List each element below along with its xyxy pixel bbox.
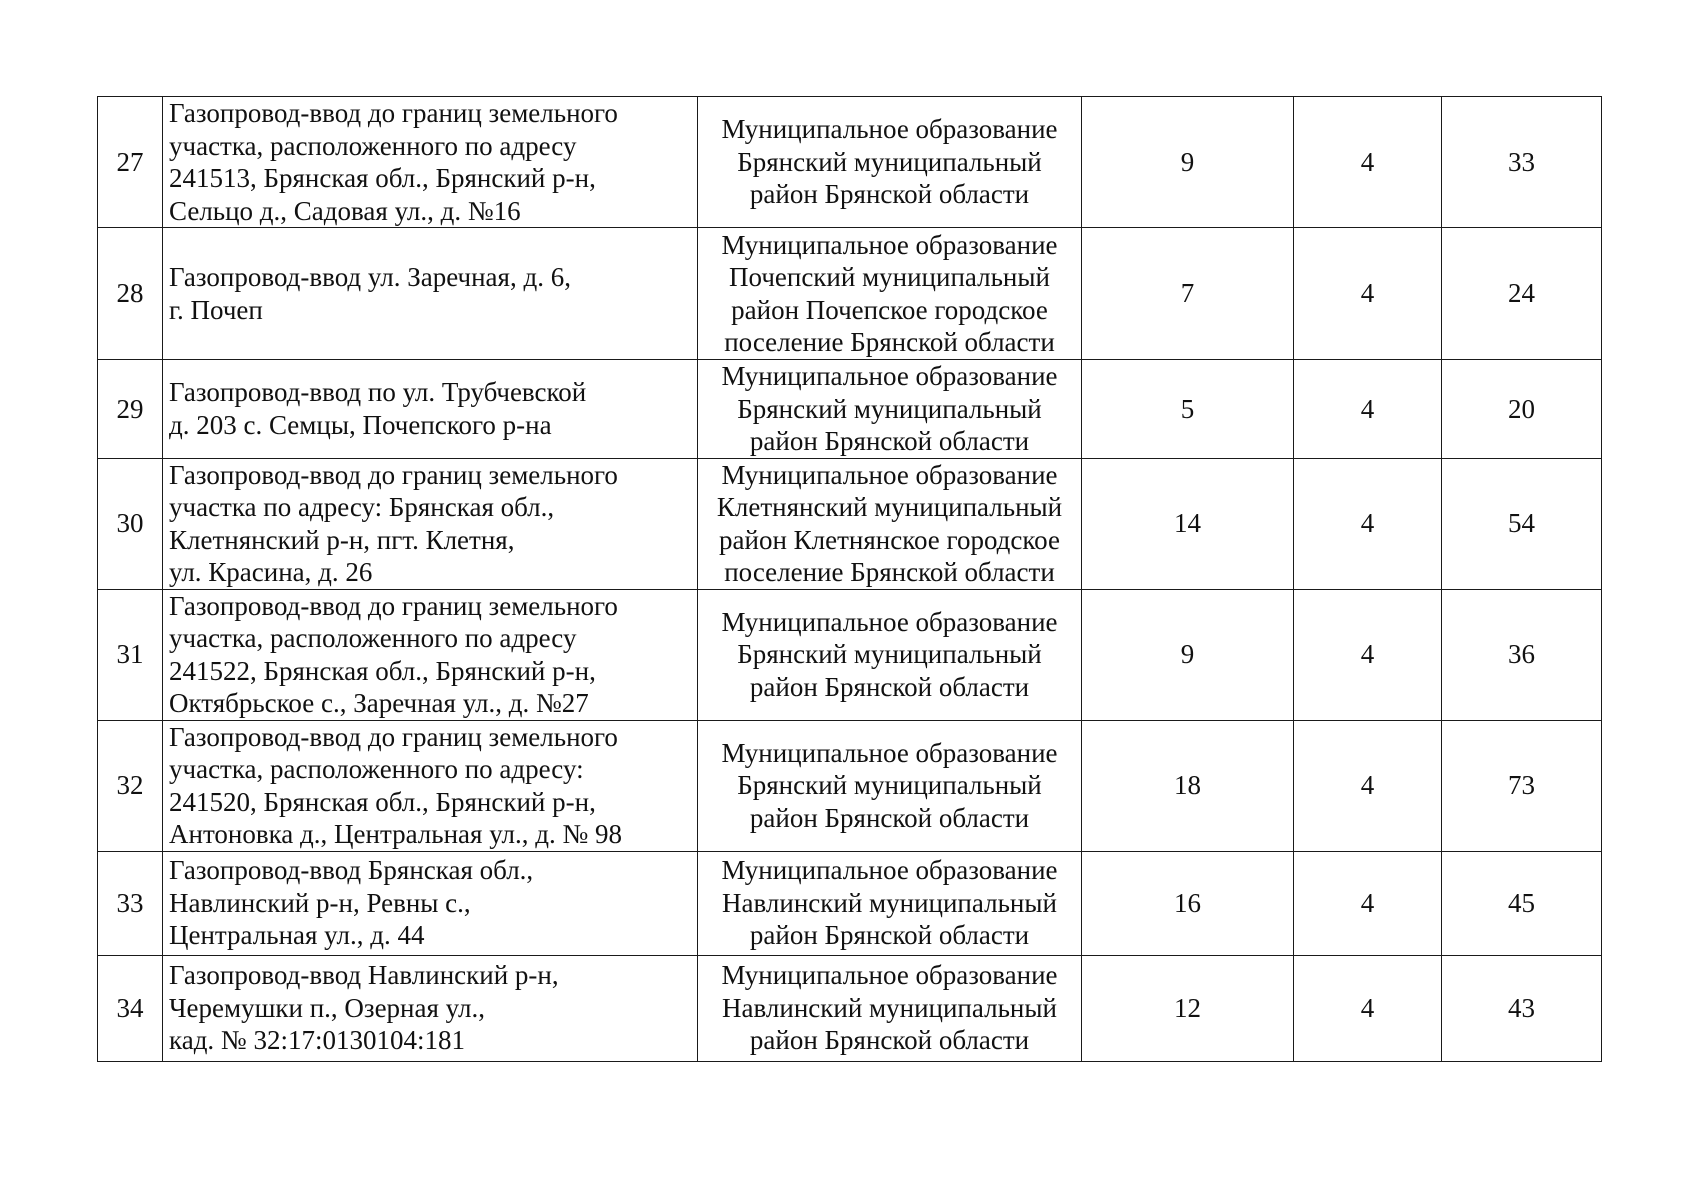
object-description-line: Центральная ул., д. 44: [169, 920, 425, 951]
value-cell-2: 4: [1294, 360, 1442, 459]
object-description-line: Газопровод-ввод по ул. Трубчевской: [169, 377, 587, 408]
owner-line: район Брянской области: [749, 1025, 1030, 1056]
owner-line: Брянский муниципальный: [737, 770, 1042, 801]
owner-cell: [698, 589, 1082, 720]
value-cell-3: 33: [1442, 97, 1602, 228]
object-description-line: Сельцо д., Садовая ул., д. №16: [169, 195, 521, 226]
table-row: [98, 589, 1602, 720]
owner-line: поселение Брянской области: [724, 327, 1055, 357]
value-cell-1: 9: [1082, 589, 1294, 720]
object-description-line: участка, расположенного по адресу: [169, 623, 577, 653]
value-cell-1: 14: [1082, 458, 1294, 589]
owner-line: Муниципальное образование: [721, 459, 1058, 490]
row-number: 33: [98, 851, 163, 955]
value-cell-2: 4: [1294, 851, 1442, 955]
object-description-line: кад. № 32:17:0130104:181: [169, 1025, 465, 1056]
table-row: [98, 458, 1602, 589]
object-description-line: д. 203 с. Семцы, Почепского р-на: [169, 409, 552, 440]
owner-line: поселение Брянской области: [724, 557, 1055, 587]
owner-line: район Брянской области: [749, 920, 1030, 951]
value-cell-2: 4: [1294, 955, 1442, 1061]
owner-line: Навлинский муниципальный: [722, 887, 1057, 918]
object-description-line: Газопровод-ввод Навлинский р-н,: [169, 960, 559, 991]
owner-line: Муниципальное образование: [721, 960, 1058, 991]
object-description-line: участка, расположенного по адресу:: [169, 754, 584, 784]
object-description-line: Октябрьское с., Заречная ул., д. №27: [169, 688, 589, 718]
object-description-cell: [163, 458, 698, 589]
object-description-line: Черемушки п., Озерная ул.,: [169, 992, 485, 1023]
owner-line: район Брянской области: [749, 671, 1030, 702]
row-number: 31: [98, 589, 163, 720]
value-cell-1: 5: [1082, 360, 1294, 459]
object-description-line: ул. Красина, д. 26: [169, 557, 373, 587]
document-page: [97, 96, 1601, 1062]
object-description-cell: [163, 360, 698, 459]
object-description-line: 241513, Брянская обл., Брянский р-н,: [169, 163, 596, 193]
table-row: [98, 360, 1602, 459]
table-row: [98, 955, 1602, 1061]
registry-table-body: [98, 97, 1602, 1062]
owner-cell: [698, 720, 1082, 851]
owner-line: Муниципальное образование: [721, 855, 1058, 886]
owner-line: Муниципальное образование: [721, 361, 1058, 391]
owner-cell: [698, 851, 1082, 955]
object-description-line: Газопровод-ввод ул. Заречная, д. 6,: [169, 262, 571, 292]
table-row: [98, 228, 1602, 360]
object-description-cell: [163, 851, 698, 955]
table-row: [98, 97, 1602, 228]
owner-line: Муниципальное образование: [721, 114, 1058, 145]
owner-cell: [698, 97, 1082, 228]
owner-line: Брянский муниципальный: [737, 146, 1042, 177]
owner-line: Муниципальное образование: [721, 737, 1058, 768]
value-cell-2: 4: [1294, 720, 1442, 851]
object-description-line: Навлинский р-н, Ревны с.,: [169, 887, 471, 918]
object-description-line: участка по адресу: Брянская обл.,: [169, 492, 555, 522]
owner-line: Навлинский муниципальный: [722, 992, 1057, 1023]
owner-cell: [698, 955, 1082, 1061]
object-description-line: Клетнянский р-н, пгт. Клетня,: [169, 524, 515, 555]
owner-line: район Брянской области: [749, 802, 1030, 833]
value-cell-2: 4: [1294, 458, 1442, 589]
registry-table: [97, 96, 1602, 1062]
row-number: 27: [98, 97, 163, 228]
value-cell-1: 9: [1082, 97, 1294, 228]
owner-line: Муниципальное образование: [721, 229, 1058, 260]
value-cell-1: 12: [1082, 955, 1294, 1061]
object-description-line: Газопровод-ввод Брянская обл.,: [169, 855, 534, 886]
value-cell-3: 54: [1442, 458, 1602, 589]
object-description-line: г. Почеп: [169, 294, 263, 325]
value-cell-3: 20: [1442, 360, 1602, 459]
object-description-line: Антоновка д., Центральная ул., д. № 98: [169, 819, 622, 849]
value-cell-2: 4: [1294, 97, 1442, 228]
owner-line: район Брянской области: [749, 426, 1030, 456]
owner-line: Брянский муниципальный: [737, 639, 1042, 670]
owner-cell: [698, 228, 1082, 360]
object-description-cell: [163, 720, 698, 851]
value-cell-1: 7: [1082, 228, 1294, 360]
row-number: 29: [98, 360, 163, 459]
owner-line: район Почепское городское: [731, 294, 1048, 325]
owner-line: Муниципальное образование: [721, 606, 1058, 637]
owner-line: Клетнянский муниципальный: [716, 492, 1063, 522]
owner-cell: [698, 360, 1082, 459]
value-cell-2: 4: [1294, 589, 1442, 720]
owner-cell: [698, 458, 1082, 589]
table-row: [98, 720, 1602, 851]
value-cell-2: 4: [1294, 228, 1442, 360]
object-description-line: Газопровод-ввод до границ земельного: [169, 590, 618, 621]
value-cell-1: 16: [1082, 851, 1294, 955]
table-row: [98, 851, 1602, 955]
owner-line: Брянский муниципальный: [737, 393, 1042, 424]
object-description-line: Газопровод-ввод до границ земельного: [169, 98, 618, 128]
object-description-line: 241520, Брянская обл., Брянский р-н,: [169, 786, 596, 817]
row-number: 34: [98, 955, 163, 1061]
value-cell-3: 45: [1442, 851, 1602, 955]
object-description-cell: [163, 97, 698, 228]
owner-line: район Клетнянское городское: [719, 524, 1060, 555]
object-description-cell: [163, 589, 698, 720]
value-cell-3: 36: [1442, 589, 1602, 720]
value-cell-3: 43: [1442, 955, 1602, 1061]
row-number: 30: [98, 458, 163, 589]
value-cell-3: 24: [1442, 228, 1602, 360]
object-description-line: Газопровод-ввод до границ земельного: [169, 721, 618, 752]
owner-line: район Брянской области: [749, 179, 1030, 210]
object-description-line: участка, расположенного по адресу: [169, 130, 577, 161]
owner-line: Почепский муниципальный: [729, 262, 1050, 292]
object-description-line: Газопровод-ввод до границ земельного: [169, 459, 618, 490]
value-cell-3: 73: [1442, 720, 1602, 851]
object-description-cell: [163, 955, 698, 1061]
object-description-line: 241522, Брянская обл., Брянский р-н,: [169, 655, 596, 686]
object-description-cell: [163, 228, 698, 360]
row-number: 28: [98, 228, 163, 360]
value-cell-1: 18: [1082, 720, 1294, 851]
row-number: 32: [98, 720, 163, 851]
